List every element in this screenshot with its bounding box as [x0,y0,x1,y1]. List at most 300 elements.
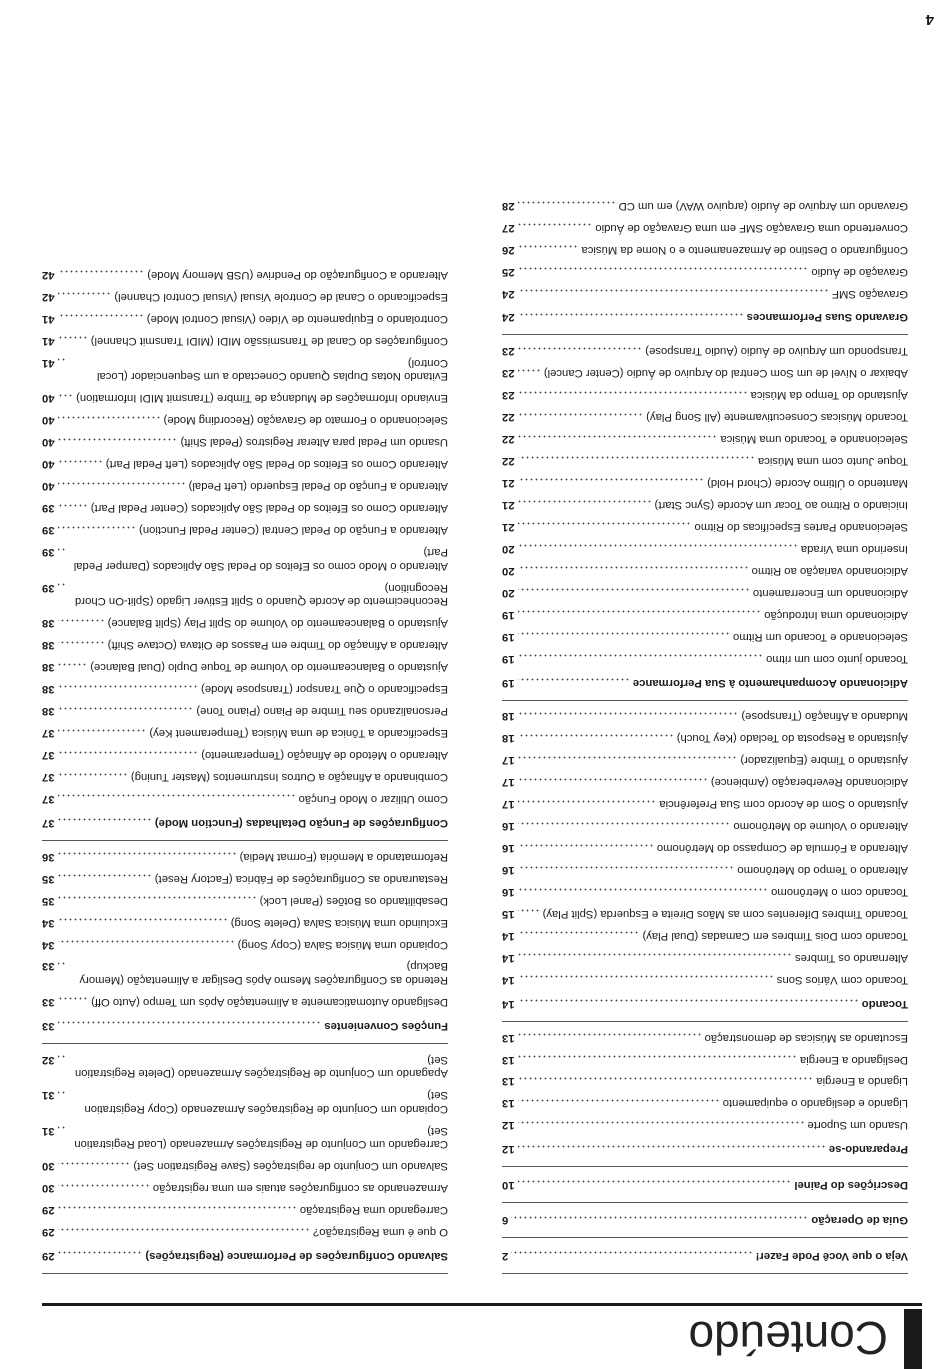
dot-leader [58,1206,297,1209]
toc-entry-title: Tocando com Dois Timbres em Camadas (Dual Play) [642,930,908,943]
dot-leader [518,566,749,569]
dot-leader [518,457,755,460]
dot-leader [58,314,144,317]
toc-page-number: 20 [502,564,515,577]
toc-section-heading[interactable] [42,809,448,836]
toc-page-number: 35 [42,894,55,907]
toc-page-number: 16 [502,864,515,877]
toc-page-number: 17 [502,776,515,789]
toc-section-heading[interactable] [502,990,908,1017]
dot-leader [58,918,228,921]
dot-leader [518,500,652,503]
section-divider [42,1043,448,1044]
dot-leader [518,313,744,316]
toc-entry[interactable] [502,705,908,727]
toc-page-number: 37 [42,771,55,784]
toc-page-number: 22 [502,433,515,446]
toc-entry[interactable] [502,902,908,924]
toc-entry-title: Selecionando Partes Específicas do Ritmo [694,521,908,533]
toc-entry[interactable] [502,1048,908,1070]
toc-entry-title: Alterando o Tempo do Metrônomo [737,864,908,877]
toc-entry[interactable] [502,449,908,471]
dot-leader [518,223,593,226]
toc-entry-title: Ajustando do Tempo da Música [750,389,908,402]
toc-entry-title: Configurando o Destino de Armazenamento e o Nome da Música [581,243,908,256]
toc-page-number: 30 [42,1182,55,1195]
toc-page-number: 30 [42,1160,55,1173]
toc-page-number: 22 [502,411,515,424]
toc-entry[interactable] [502,1026,908,1048]
toc-entry-title: Personalizando seu Timbre de Piano (Piano Tone) [196,705,448,718]
toc-entry-title: Reformatando a Memória (Format Media) [239,850,448,863]
toc-entry[interactable] [42,518,448,540]
toc-entry[interactable] [502,216,908,238]
toc-entry[interactable] [42,933,448,955]
dot-leader [518,1055,797,1058]
toc-page-number: 19 [502,676,515,689]
toc-page-number: 24 [502,287,515,300]
toc-entry-title: Ajustando o Som de Acordo com Sua Preferência [659,798,908,811]
toc-entry[interactable] [42,351,448,387]
toc-entry-title: Especificando o Que Transpor (Transpose Mode) [201,683,448,696]
toc-entry[interactable] [502,1070,908,1092]
dot-leader [518,953,792,956]
toc-page-number: 41 [42,334,55,347]
dot-leader [58,1055,66,1058]
toc-entry-title: Ajustando a Resposta do Teclado (Key Touch) [676,732,908,745]
toc-entry[interactable] [502,559,908,581]
toc-entry[interactable] [502,603,908,625]
dot-leader [58,751,199,754]
dot-leader [58,729,147,732]
toc-entry[interactable] [42,263,448,285]
toc-entry[interactable] [502,647,908,669]
toc-entry-title: Alterando Como os Efeitos do Pedal São Aplicados (Left Pedal Part) [105,458,448,471]
dot-leader [58,394,74,397]
toc-entry-title: Ajustando o Timbre (Equalizador) [740,754,908,767]
toc-page-number: 22 [502,455,515,468]
toc-entry[interactable] [502,383,908,405]
toc-entry[interactable] [502,946,908,968]
toc-page-number: 6 [502,1214,509,1227]
toc-page-number: 16 [502,842,515,855]
toc-entry[interactable] [42,1119,448,1155]
toc-entry[interactable] [502,361,908,383]
dot-leader [58,583,66,586]
dot-leader [58,773,128,776]
dot-leader [518,1033,702,1036]
toc-entry-title: Alterando o Modo como os Efeitos do Pedal São Aplicados (Damper Pedal Part) [73,546,448,572]
toc-entry-title: Tocando [861,997,908,1010]
toc-entry-title: Carregando um Conjunto de Registrações Armazenado (Load Registration Set) [74,1124,448,1151]
page-title: Conteúdo [688,1312,888,1364]
toc-entry-title: Alterando o Volume do Metrônomo [733,820,908,833]
dot-leader [518,588,750,591]
toc-entry-title: Adicionando uma Introdução [764,608,908,621]
toc-page-number: 38 [42,661,55,674]
toc-entry-title: Armazenando as configurações atuais em uma registração [152,1182,448,1195]
toc-entry[interactable] [502,537,908,559]
toc-page-number: 21 [502,521,515,533]
toc-entry-title: Convertendo uma Gravação SMF em uma Gravação de Áudio [595,221,908,234]
toc-entry[interactable] [42,787,448,809]
toc-entry[interactable] [502,260,908,282]
toc-entry[interactable] [502,238,908,260]
toc-entry-title: Desligando Automaticamente a Alimentação Após um Tempo (Auto Off) [91,996,448,1009]
toc-page-number: 14 [502,974,515,986]
toc-entry[interactable] [502,727,908,749]
toc-entry-title: Selecionando o Formato de Gravação (Recording Mode) [163,414,448,427]
dot-leader [518,910,540,913]
toc-entry[interactable] [42,955,448,991]
dot-leader [58,852,237,855]
toc-page-number: 38 [42,639,55,652]
section-divider [502,1166,908,1167]
dot-leader [518,544,798,547]
dot-leader [58,940,235,943]
dot-leader [58,818,152,821]
toc-entry[interactable] [42,656,448,678]
toc-page-number: 33 [42,1019,55,1032]
toc-entry-title: Iniciando o Ritmo ao Tocar um Acorde (Sync Start) [654,499,908,512]
dot-leader [518,931,640,934]
dot-leader [518,1180,792,1183]
toc-entry[interactable] [42,307,448,329]
toc-entry-title: Desabilitando os Botões (Panel Lock) [259,894,448,907]
toc-entry[interactable] [42,867,448,889]
dot-leader [518,245,579,248]
dot-leader [518,391,748,394]
toc-entry[interactable] [42,497,448,519]
toc-page-number: 27 [502,221,515,234]
dot-leader [58,1162,131,1165]
toc-entry[interactable] [502,405,908,427]
toc-section-heading[interactable] [42,1242,448,1269]
toc-entry[interactable] [502,749,908,771]
toc-page-number: 37 [42,793,55,806]
toc-entry[interactable] [502,625,908,647]
toc-column-left [502,194,908,1274]
toc-page-number: 37 [42,727,55,740]
toc-entry-title: Retendo as Configurações Mesmo Após Desligar a Alimentação (Memory Backup) [79,960,448,987]
toc-page-number: 23 [502,367,515,380]
toc-entry-title: Controlando o Equipamento de Vídeo (Visual Control Mode) [146,312,448,325]
toc-entry[interactable] [42,721,448,743]
toc-entry[interactable] [502,427,908,449]
toc-page-number: 18 [502,710,515,723]
section-divider [502,1273,908,1274]
dot-leader [58,1126,66,1129]
dot-leader [58,997,89,1000]
toc-entry[interactable] [502,515,908,537]
toc-page-number: 12 [502,1119,515,1132]
toc-page-number: 17 [502,754,515,767]
toc-entry[interactable] [502,493,908,515]
dot-leader [58,526,136,529]
toc-page-number: 33 [42,960,55,973]
toc-entry[interactable] [42,634,448,656]
dot-leader [58,438,178,441]
toc-entry[interactable] [502,1092,908,1114]
toc-entry-title: Gravando Suas Performances [746,311,908,324]
toc-entry[interactable] [42,1155,448,1177]
toc-entry[interactable] [42,765,448,787]
toc-page-number: 13 [502,1053,515,1066]
dot-leader [518,800,657,803]
toc-entry[interactable] [42,576,448,612]
toc-page-number: 37 [42,816,55,829]
toc-section-heading[interactable] [502,1242,908,1269]
toc-entry[interactable] [502,792,908,814]
dot-leader [58,896,257,899]
toc-entry[interactable] [42,431,448,453]
toc-entry-title: Adicionando Acompanhamento à Sua Performance [632,676,908,689]
toc-page-number: 36 [42,850,55,863]
toc-entry-title: Carregando uma Registração [299,1204,448,1217]
toc-entry[interactable] [502,968,908,990]
dot-leader [518,413,644,416]
toc-section-heading[interactable] [502,1171,908,1198]
toc-entry-title: Configurações do Canal de Transmissão MIDI (MIDI Transmit Channel) [90,334,448,347]
toc-page-number: 26 [502,243,515,256]
dot-leader [58,548,66,551]
dot-leader [518,347,643,350]
toc-entry[interactable] [42,540,448,576]
toc-page-number: 34 [42,916,55,929]
toc-entry[interactable] [42,889,448,911]
dot-leader [518,369,541,372]
toc-page-number: 29 [42,1226,55,1239]
dot-leader [518,1099,720,1102]
toc-entry-title: Copiando um Conjunto de Registrações Armazenado (Copy Registration Set) [84,1089,448,1115]
toc-entry[interactable] [42,845,448,867]
toc-entry[interactable] [42,409,448,431]
dot-leader [518,610,762,613]
toc-page-number: 31 [42,1124,55,1137]
toc-entry-title: Guia de Operação [811,1214,908,1227]
toc-entry[interactable] [502,836,908,858]
toc-page-number: 40 [42,392,55,405]
toc-page-number: 21 [502,499,515,512]
toc-page-number: 20 [502,586,515,599]
toc-column-right [42,263,448,1274]
toc-entry-title: Descrições do Painel [794,1178,908,1191]
dot-leader [511,1216,808,1219]
toc-page-number: 38 [42,705,55,718]
toc-page-number: 40 [42,414,55,427]
dot-leader [511,1251,752,1254]
toc-entry[interactable] [502,771,908,793]
toc-page-number: 39 [42,546,55,559]
toc-entry[interactable] [42,285,448,307]
toc-page-number: 39 [42,524,55,537]
toc-entry-title: Gravação de Áudio [811,265,908,278]
toc-entry-title: Alterando a Função do Pedal Central (Center Pedal Function) [139,524,448,537]
toc-entry-title: Evitando Notas Duplas Quando Conectado a um Sequenciador (Local Control) [96,356,448,383]
toc-page-number: 23 [502,389,515,402]
title-bar-mark [904,1309,922,1369]
dot-leader [518,435,718,438]
dot-leader [58,504,88,507]
toc-entry-title: Adicionando variação ao Ritmo [751,564,908,577]
toc-page-number: 13 [502,1097,515,1110]
toc-entry[interactable] [42,1177,448,1199]
toc-entry[interactable] [502,1114,908,1136]
toc-entry-title: Toque Junto com uma Música [757,455,908,468]
toc-page-number: 13 [502,1075,515,1088]
toc-entry-title: Inserindo uma Virada [800,542,908,555]
toc-entry[interactable] [42,677,448,699]
toc-page-number: 39 [42,581,55,594]
toc-page-number: 39 [42,502,55,515]
toc-entry-title: Ligando a Energia [816,1075,908,1088]
toc-entry-title: Apagando um Conjunto de Registrações Armazenado (Delete Registration Set) [74,1053,448,1080]
toc-entry[interactable] [42,475,448,497]
toc-section-heading[interactable] [502,1136,908,1163]
toc-page-number: 19 [502,652,515,665]
toc-page-number: 32 [42,1053,55,1066]
dot-leader [58,707,194,710]
toc-entry-title: Desligando a Energia [799,1053,908,1066]
toc-entry-title: Alterando Como os Efeitos do Pedal São Aplicados (Center Pedal Part) [90,502,448,515]
dot-leader [518,1077,814,1080]
toc-entry-title: Ajustando o Balanceamento do Volume do Split Play (Split Balance) [107,617,448,630]
dot-leader [58,874,152,877]
toc-entry[interactable] [502,880,908,902]
toc-entry[interactable] [42,1048,448,1084]
toc-page-number: 24 [502,311,515,324]
dot-leader [518,632,730,635]
toc-entry-title: Adicionando Reverberação (Ambience) [710,776,908,789]
section-divider [502,334,908,335]
section-divider [502,700,908,701]
title-rule [42,1303,922,1306]
toc-page-number: 16 [502,886,515,899]
toc-entry-title: Selecionando e Tocando uma Música [720,433,908,446]
dot-leader [58,270,145,273]
dot-leader [58,460,103,463]
toc-section-heading[interactable] [502,304,908,331]
toc-page-number: 25 [502,265,515,278]
dot-leader [518,999,859,1002]
toc-entry-title: Gravando um Arquivo de Áudio (arquivo WAV) em um CD [618,199,908,212]
toc-entry-title: Preparando-se [828,1143,908,1156]
dot-leader [58,641,105,644]
dot-leader [58,482,186,485]
toc-entry[interactable] [502,282,908,304]
dot-leader [518,201,616,204]
toc-section-heading[interactable] [502,1207,908,1234]
toc-entry-title: Transpondo um Arquivo de Áudio (Audio Transpose) [645,345,908,358]
toc-page-number: 40 [42,436,55,449]
toc-entry[interactable] [502,858,908,880]
toc-entry-title: Copiando uma Música Salva (Copy Song) [237,938,448,951]
toc-entry[interactable] [502,581,908,603]
section-divider [502,1021,908,1022]
toc-entry-title: Tocando Músicas Consecutivamente (All Song Play) [646,411,908,424]
toc-page-number: 14 [502,997,515,1010]
toc-entry[interactable] [42,387,448,409]
toc-page-number: 40 [42,480,55,493]
toc-entry-title: Como Utilizar o Modo Função [298,793,448,806]
toc-entry[interactable] [42,612,448,634]
toc-page-number: 28 [502,199,515,212]
toc-entry[interactable] [42,990,448,1012]
toc-page-number: 37 [42,749,55,762]
toc-entry-title: Tocando Timbres Diferentes com as Mãos Direita e Esquerda (Split Play) [542,908,908,921]
toc-entry-title: Alterando a Configuração do Pendrive (USB Memory Mode) [147,269,448,281]
toc-entry[interactable] [502,194,908,216]
toc-page-number: 35 [42,872,55,885]
toc-entry-title: Combinando a Afinação a Outros Instrumentos (Master Tuning) [130,771,448,784]
section-divider [502,1237,908,1238]
toc-entry[interactable] [42,699,448,721]
toc-page-number: 41 [42,356,55,369]
dot-leader [518,1121,805,1124]
toc-section-heading[interactable] [42,1012,448,1039]
section-divider [42,1273,448,1274]
dot-leader [58,1251,143,1254]
toc-entry[interactable] [502,924,908,946]
dot-leader [518,1145,826,1148]
toc-entry-title: Funções Convenientes [324,1019,448,1032]
toc-entry[interactable] [502,339,908,361]
toc-entry-title: Alterando o Método de Afinação (Temperamento) [201,749,448,762]
toc-entry-title: Salvando um Conjunto de registrações (Save Registration Set) [133,1160,448,1173]
toc-page-number: 38 [42,617,55,630]
toc-page-number: 18 [502,732,515,745]
toc-entry-title: Especificando a Tônica de uma Música (Temperament Key) [149,727,448,740]
toc-entry-title: Alterando a Fórmula de Compasso do Metrônomo [656,842,908,855]
toc-entry[interactable] [42,1198,448,1220]
toc-page-number: 21 [502,477,515,490]
toc-entry-title: Restaurando as Configurações de Fábrica (Factory Reset) [154,872,448,885]
toc-page-number: 29 [42,1250,55,1262]
toc-entry[interactable] [42,329,448,351]
toc-entry-title: Salvando Configurações de Performance (Registrações) [145,1250,448,1262]
toc-entry[interactable] [502,814,908,836]
toc-entry-title: Enviando Informações de Mudança de Timbre (Transmit MIDI Information) [76,392,448,405]
toc-entry[interactable] [42,911,448,933]
toc-entry[interactable] [42,1220,448,1242]
dot-leader [58,416,161,419]
dot-leader [58,663,88,666]
toc-entry[interactable] [42,1083,448,1119]
dot-leader [518,734,674,737]
dot-leader [518,654,764,657]
toc-entry-title: Alterando a Função do Pedal Esquerdo (Left Pedal) [188,480,448,493]
toc-entry-title: Usando um Pedal para Alterar Registros (Pedal Shift) [180,436,448,449]
toc-entry-title: Tocando junto com um ritmo [766,652,908,665]
toc-page-number: 38 [42,683,55,696]
toc-entry-title: Abaixar o Nível de um Som Central do Arquivo de Áudio (Center Cancel) [543,367,908,380]
dot-leader [518,844,654,847]
toc-entry-title: Configurações de Função Detalhadas (Function Mode) [154,816,448,829]
dot-leader [58,685,198,688]
toc-page-number: 19 [502,630,515,643]
toc-section-heading[interactable] [502,669,908,696]
dot-leader [58,292,112,295]
toc-page-number: 10 [502,1178,515,1191]
section-divider [42,840,448,841]
dot-leader [518,289,829,292]
toc-entry[interactable] [42,453,448,475]
dot-leader [518,778,708,781]
toc-page-number: 41 [42,312,55,325]
toc-entry[interactable] [42,743,448,765]
toc-page-number: 16 [502,820,515,833]
toc-entry[interactable] [502,471,908,493]
